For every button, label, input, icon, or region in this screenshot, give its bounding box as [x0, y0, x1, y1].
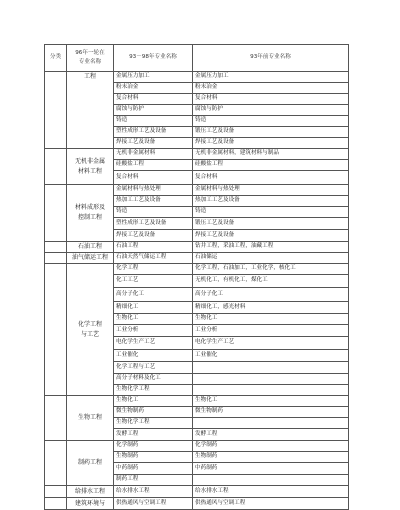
major-pre93-cell: 金属材料与热处理 [193, 185, 349, 196]
major-93-98-cell: 塑性成形工艺及设备 [114, 218, 193, 230]
major-pre93-cell [193, 475, 349, 486]
major-pre93-cell: 生物化工 [193, 314, 349, 325]
category-blank-cell [45, 72, 67, 149]
major-93-98-cell: 生物制药 [114, 452, 193, 463]
major-pre93-cell: 精细化工，感光材料 [193, 302, 349, 314]
major-93-98-cell: 铸造 [114, 116, 193, 127]
major-category-cell: 制药工程 [67, 441, 114, 486]
major-pre93-cell: 硅酸盐工程 [193, 160, 349, 171]
major-pre93-cell: 给水排水工程 [193, 486, 349, 498]
category-blank-cell [45, 441, 67, 486]
major-pre93-cell: 生物化工 [193, 396, 349, 407]
category-blank-cell [45, 185, 67, 242]
major-93-98-cell: 化学工程 [114, 264, 193, 275]
category-blank-cell [45, 486, 67, 498]
major-pre93-cell: 粉末冶金 [193, 83, 349, 94]
major-93-98-cell: 制药工程 [114, 475, 193, 486]
major-pre93-cell: 发酵工程 [193, 429, 349, 441]
major-93-98-cell: 高分子化工 [114, 288, 193, 302]
major-93-98-cell: 供热通风与空调工程 [114, 498, 193, 510]
major-93-98-cell: 铸造 [114, 207, 193, 218]
header-pre93-major: 93年前专业名称 [193, 45, 349, 72]
major-pre93-cell: 复合材料 [193, 94, 349, 105]
major-category-cell: 材料成形及 控制工程 [67, 185, 114, 242]
major-93-98-cell: 生物化工 [114, 314, 193, 325]
header-category: 分类 [45, 45, 67, 72]
table-row [45, 185, 349, 196]
major-93-98-cell: 中药制药 [114, 463, 193, 475]
major-93-98-cell: 塑性成形工艺及设备 [114, 127, 193, 138]
major-category-cell: 无机非金属 材料工程 [67, 149, 114, 185]
major-pre93-cell: 铸造 [193, 116, 349, 127]
major-93-98-cell: 微生物制药 [114, 407, 193, 418]
major-pre93-cell: 微生物制药 [193, 407, 349, 418]
major-pre93-cell [193, 374, 349, 385]
major-pre93-cell: 化学制药 [193, 441, 349, 452]
major-93-98-cell: 焊接工艺及设备 [114, 138, 193, 149]
table-row [45, 72, 349, 83]
table-row [45, 242, 349, 253]
table-row [45, 264, 349, 275]
major-93-98-cell: 生物化学工程 [114, 385, 193, 396]
major-category-cell: 石油工程 [67, 242, 114, 253]
category-blank-cell [45, 242, 67, 253]
major-93-98-cell: 金属压力加工 [114, 72, 193, 83]
major-pre93-cell [193, 418, 349, 429]
major-pre93-cell: 化学工程，石油加工，工业化学，核化工 [193, 264, 349, 275]
major-pre93-cell: 锻压工艺及设备 [193, 127, 349, 138]
major-93-98-cell: 给水排水工程 [114, 486, 193, 498]
major-93-98-cell: 石油天然气储运工程 [114, 253, 193, 264]
major-93-98-cell: 复合材料 [114, 94, 193, 105]
category-blank-cell [45, 396, 67, 441]
major-93-98-cell: 复合材料 [114, 171, 193, 185]
table-row [45, 149, 349, 160]
major-category-cell: 建筑环境与 [67, 498, 114, 510]
major-pre93-cell: 焊接工艺及设备 [193, 138, 349, 149]
major-correspondence-table [44, 44, 349, 510]
major-pre93-cell: 金属压力加工 [193, 72, 349, 83]
major-93-98-cell: 化工工艺 [114, 275, 193, 288]
major-93-98-cell: 工业分析 [114, 325, 193, 337]
table-row [45, 253, 349, 264]
major-93-98-cell: 电化学生产工艺 [114, 337, 193, 350]
major-93-98-cell: 无机非金属材料 [114, 149, 193, 160]
major-category-cell: 给排水工程 [67, 486, 114, 498]
major-pre93-cell: 无机非金属材料，建筑材料与制品 [193, 149, 349, 160]
major-93-98-cell: 高分子材料及化工 [114, 374, 193, 385]
major-pre93-cell: 石油储运 [193, 253, 349, 264]
major-pre93-cell: 高分子化工 [193, 288, 349, 302]
category-blank-cell [45, 149, 67, 185]
major-category-cell: 工程 [67, 72, 114, 149]
header-current-major: 96年一轮在 专业名称 [67, 45, 114, 72]
major-pre93-cell: 供热通风与空调工程 [193, 498, 349, 510]
major-93-98-cell: 焊接工艺及设备 [114, 230, 193, 242]
major-93-98-cell: 硅酸盐工程 [114, 160, 193, 171]
major-pre93-cell: 中药制药 [193, 463, 349, 475]
major-pre93-cell: 热加工工艺及设备 [193, 196, 349, 207]
major-93-98-cell: 石油工程 [114, 242, 193, 253]
table-row [45, 396, 349, 407]
major-pre93-cell: 铸造 [193, 207, 349, 218]
major-pre93-cell: 复合材料 [193, 171, 349, 185]
category-blank-cell [45, 253, 67, 264]
table-row [45, 441, 349, 452]
major-category-cell: 生物工程 [67, 396, 114, 441]
major-pre93-cell [193, 362, 349, 374]
table-row [45, 486, 349, 498]
major-93-98-cell: 化学制药 [114, 441, 193, 452]
major-pre93-cell: 工业分析 [193, 325, 349, 337]
category-blank-cell [45, 264, 67, 396]
major-pre93-cell: 锻压工艺及设备 [193, 218, 349, 230]
header-93-98-major: 93－98年专业名称 [114, 45, 193, 72]
major-93-98-cell: 生物化学工程 [114, 418, 193, 429]
major-93-98-cell: 发酵工程 [114, 429, 193, 441]
major-category-cell: 油气储运工程 [67, 253, 114, 264]
major-93-98-cell: 生物化工 [114, 396, 193, 407]
major-93-98-cell: 工业催化 [114, 350, 193, 362]
major-93-98-cell: 腐蚀与防护 [114, 105, 193, 116]
major-pre93-cell: 钻井工程，采油工程，油藏工程 [193, 242, 349, 253]
table-header-row [45, 45, 349, 72]
major-pre93-cell: 焊接工艺及设备 [193, 230, 349, 242]
major-93-98-cell: 金属材料与热处理 [114, 185, 193, 196]
table-row [45, 498, 349, 510]
major-pre93-cell [193, 385, 349, 396]
major-93-98-cell: 精细化工 [114, 302, 193, 314]
major-pre93-cell: 电化学生产工艺 [193, 337, 349, 350]
major-93-98-cell: 粉末冶金 [114, 83, 193, 94]
major-93-98-cell: 热加工工艺及设备 [114, 196, 193, 207]
major-pre93-cell: 生物制药 [193, 452, 349, 463]
major-category-cell: 化学工程 与工艺 [67, 264, 114, 396]
category-blank-cell [45, 498, 67, 510]
major-93-98-cell: 化学工程与工艺 [114, 362, 193, 374]
table-body [45, 72, 349, 510]
major-pre93-cell: 腐蚀与防护 [193, 105, 349, 116]
major-pre93-cell: 工业催化 [193, 350, 349, 362]
major-pre93-cell: 无机化工，有机化工，煤化工 [193, 275, 349, 288]
